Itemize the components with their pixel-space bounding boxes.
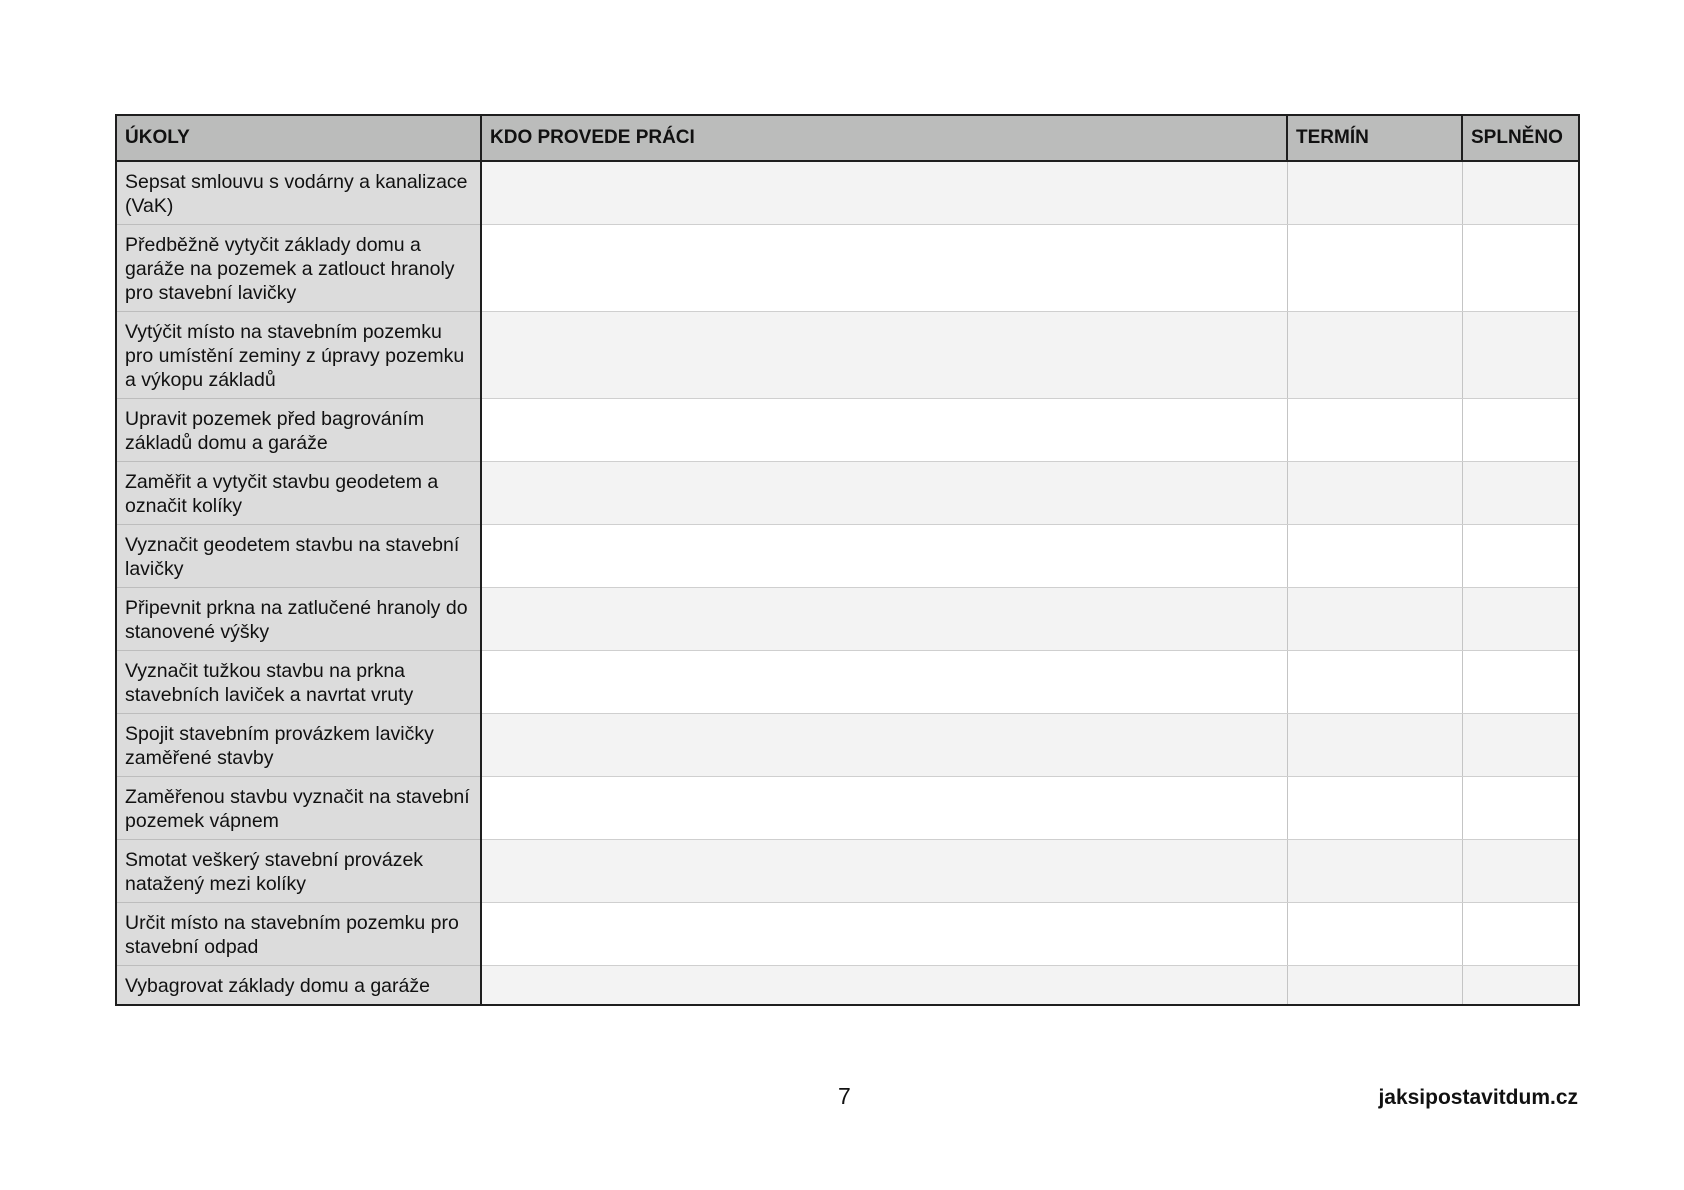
done-cell[interactable]	[1462, 777, 1579, 840]
task-cell: Připevnit prkna na zatlučené hranoly do stanovené výšky	[116, 588, 481, 651]
who-cell[interactable]	[481, 903, 1287, 966]
table-row	[116, 966, 1579, 1006]
table-row	[116, 462, 1579, 525]
task-cell: Sepsat smlouvu s vodárny a kanalizace (VaK)	[116, 161, 481, 225]
table-row	[116, 840, 1579, 903]
deadline-cell[interactable]	[1287, 312, 1462, 399]
done-cell[interactable]	[1462, 903, 1579, 966]
who-cell[interactable]	[481, 840, 1287, 903]
task-cell: Určit místo na stavebním pozemku pro stavební odpad	[116, 903, 481, 966]
table-row	[116, 225, 1579, 312]
header-done: SPLNĚNO	[1462, 115, 1579, 161]
done-cell[interactable]	[1462, 525, 1579, 588]
deadline-cell[interactable]	[1287, 777, 1462, 840]
table-row	[116, 714, 1579, 777]
deadline-cell[interactable]	[1287, 588, 1462, 651]
done-cell[interactable]	[1462, 966, 1579, 1006]
task-cell: Předběžně vytyčit základy domu a garáže na pozemek a zatlouct hranoly pro stavební lavičky	[116, 225, 481, 312]
done-cell[interactable]	[1462, 714, 1579, 777]
tasks-table	[115, 114, 1580, 1006]
done-cell[interactable]	[1462, 840, 1579, 903]
table-header-row	[116, 115, 1579, 161]
who-cell[interactable]	[481, 651, 1287, 714]
website-label: jaksipostavitdum.cz	[1378, 1086, 1578, 1109]
done-cell[interactable]	[1462, 312, 1579, 399]
who-cell[interactable]	[481, 525, 1287, 588]
done-cell[interactable]	[1462, 462, 1579, 525]
table-body	[116, 161, 1579, 1005]
deadline-cell[interactable]	[1287, 966, 1462, 1006]
task-cell: Zaměřenou stavbu vyznačit na stavební pozemek vápnem	[116, 777, 481, 840]
who-cell[interactable]	[481, 399, 1287, 462]
task-cell: Smotat veškerý stavební provázek natažený mezi kolíky	[116, 840, 481, 903]
who-cell[interactable]	[481, 714, 1287, 777]
who-cell[interactable]	[481, 588, 1287, 651]
page-number: 7	[838, 1083, 851, 1109]
deadline-cell[interactable]	[1287, 399, 1462, 462]
table-row	[116, 903, 1579, 966]
deadline-cell[interactable]	[1287, 903, 1462, 966]
header-tasks: ÚKOLY	[116, 115, 481, 161]
task-cell: Zaměřit a vytyčit stavbu geodetem a označit kolíky	[116, 462, 481, 525]
table-row	[116, 525, 1579, 588]
deadline-cell[interactable]	[1287, 225, 1462, 312]
table-row	[116, 312, 1579, 399]
deadline-cell[interactable]	[1287, 462, 1462, 525]
who-cell[interactable]	[481, 462, 1287, 525]
who-cell[interactable]	[481, 777, 1287, 840]
deadline-cell[interactable]	[1287, 651, 1462, 714]
task-cell: Vybagrovat základy domu a garáže	[116, 966, 481, 1006]
table-row	[116, 651, 1579, 714]
task-cell: Spojit stavebním provázkem lavičky zaměřené stavby	[116, 714, 481, 777]
table-row	[116, 161, 1579, 225]
done-cell[interactable]	[1462, 225, 1579, 312]
header-deadline: TERMÍN	[1287, 115, 1462, 161]
done-cell[interactable]	[1462, 588, 1579, 651]
done-cell[interactable]	[1462, 651, 1579, 714]
who-cell[interactable]	[481, 161, 1287, 225]
deadline-cell[interactable]	[1287, 525, 1462, 588]
task-cell: Vyznačit tužkou stavbu na prkna stavebních laviček a navrtat vruty	[116, 651, 481, 714]
who-cell[interactable]	[481, 312, 1287, 399]
done-cell[interactable]	[1462, 399, 1579, 462]
task-sheet	[115, 114, 1578, 1006]
table-row	[116, 777, 1579, 840]
task-cell: Vytýčit místo na stavebním pozemku pro umístění zeminy z úpravy pozemku a výkopu základů	[116, 312, 481, 399]
table-row	[116, 399, 1579, 462]
deadline-cell[interactable]	[1287, 840, 1462, 903]
deadline-cell[interactable]	[1287, 161, 1462, 225]
deadline-cell[interactable]	[1287, 714, 1462, 777]
who-cell[interactable]	[481, 225, 1287, 312]
task-cell: Upravit pozemek před bagrováním základů domu a garáže	[116, 399, 481, 462]
task-cell: Vyznačit geodetem stavbu na stavební lavičky	[116, 525, 481, 588]
done-cell[interactable]	[1462, 161, 1579, 225]
who-cell[interactable]	[481, 966, 1287, 1006]
table-row	[116, 588, 1579, 651]
header-who: KDO PROVEDE PRÁCI	[481, 115, 1287, 161]
